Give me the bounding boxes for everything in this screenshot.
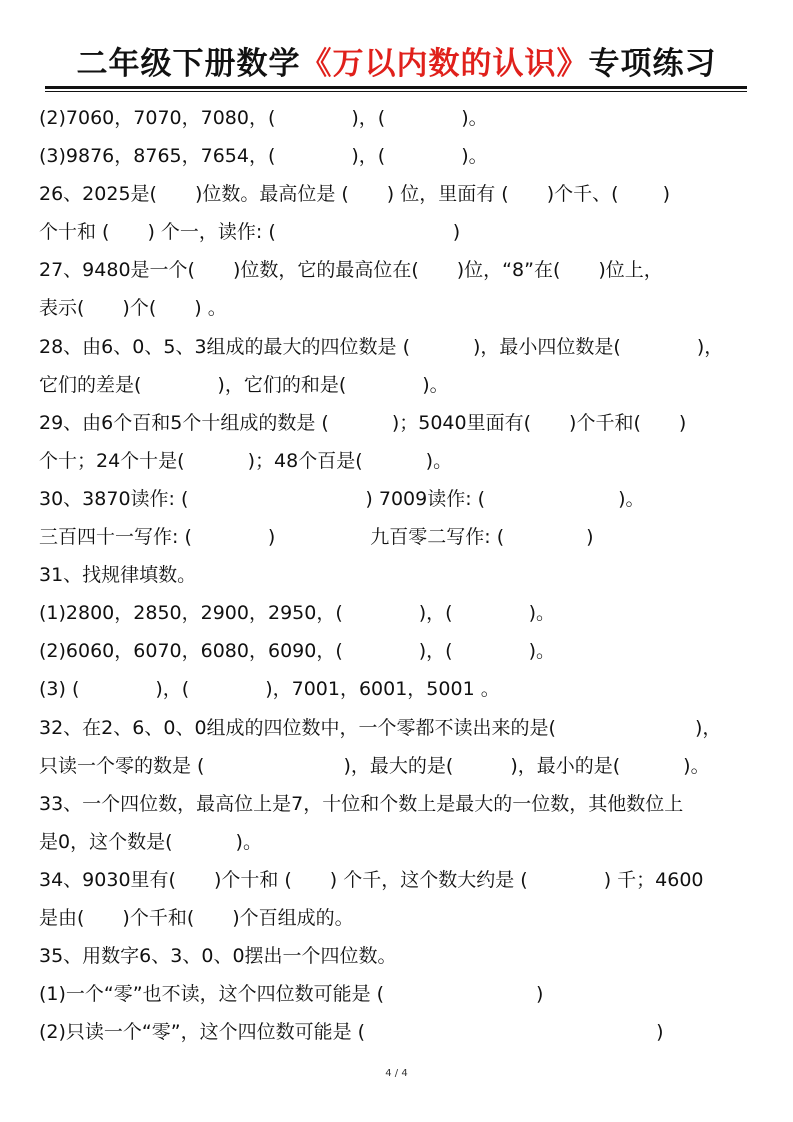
exercise-line: 33、一个四位数，最高位上是7，十位和个数上是最大的一位数，其他数位上 <box>39 792 684 815</box>
exercise-line: (3)9876，8765，7654，( )，( )。 <box>39 145 488 168</box>
exercise-line: (1)一个“零”也不读，这个四位数可能是 ( ) <box>39 983 544 1006</box>
exercise-line: 只读一个零的数是 ( )，最大的是( )，最小的是( )。 <box>39 754 710 777</box>
exercise-line: (2)只读一个“零”，这个四位数可能是 ( ) <box>39 1021 664 1044</box>
exercise-line: (3) ( )，( )，7001，6001，5001 。 <box>39 678 500 701</box>
exercise-content <box>39 99 759 1051</box>
page-number: 4 / 4 <box>385 1068 408 1079</box>
exercise-line: 35、用数字6、3、0、0摆出一个四位数。 <box>39 945 397 968</box>
title-underline-thick <box>45 86 747 89</box>
exercise-line: 32、在2、6、0、0组成的四位数中，一个零都不读出来的是( )， <box>39 716 722 739</box>
exercise-line: 个十和 ( ) 个一，读作: ( ) <box>39 221 461 244</box>
exercise-line: 三百四十一写作: ( ) 九百零二写作: ( ) <box>39 526 594 549</box>
title-part-grade: 二年级下册数学 <box>76 46 301 82</box>
exercise-line: 是由( )个千和( )个百组成的。 <box>39 906 354 929</box>
title-part-topic: 《万以内数的认识》 <box>300 46 589 82</box>
title-underline-thin <box>45 91 747 92</box>
exercise-line: (2)7060，7070，7080，( )，( )。 <box>39 107 488 129</box>
page-title <box>77 38 717 83</box>
title-part-practice: 专项练习 <box>588 46 717 82</box>
exercise-line: 27、9480是一个( )位数，它的最高位在( )位，“8”在( )位上， <box>39 259 663 282</box>
exercise-line: (1)2800，2850，2900，2950，( )，( )。 <box>39 602 555 625</box>
exercise-line: 31、找规律填数。 <box>39 564 197 587</box>
title-block <box>0 38 793 83</box>
exercise-line: (2)6060，6070，6080，6090，( )，( )。 <box>39 640 555 663</box>
exercise-line: 30、3870读作: ( ) 7009读作: ( )。 <box>39 487 645 510</box>
exercise-line: 26、2025是( )位数。最高位是 ( ) 位，里面有 ( )个千、( ) <box>39 183 670 206</box>
exercise-line: 个十；24个十是( )；48个百是( )。 <box>39 449 453 472</box>
exercise-line: 它们的差是( )，它们的和是( )。 <box>39 373 449 396</box>
exercise-line: 34、9030里有( )个十和 ( ) 个千，这个数大约是 ( ) 千；4600 <box>39 868 704 891</box>
exercise-line: 表示( )个( ) 。 <box>39 297 227 320</box>
exercise-line: 29、由6个百和5个十组成的数是 ( )；5040里面有( )个千和( ) <box>39 411 687 434</box>
exercise-line: 是0，这个数是( )。 <box>39 830 262 853</box>
exercise-line: 28、由6、0、5、3组成的最大的四位数是 ( )，最小四位数是( )， <box>39 335 724 358</box>
